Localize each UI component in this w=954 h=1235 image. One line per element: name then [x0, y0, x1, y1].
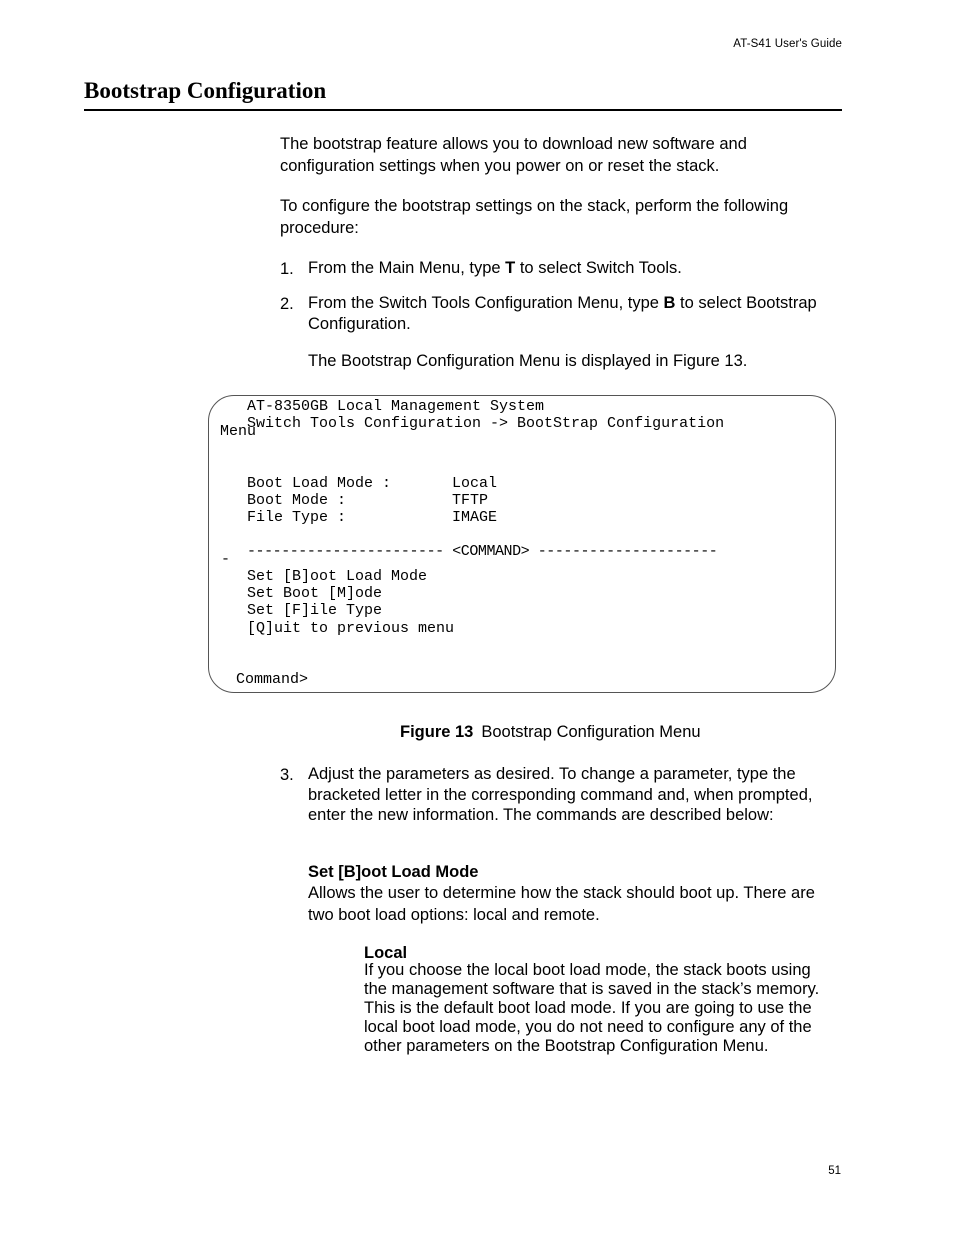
figure-caption [400, 723, 701, 742]
terminal-separator-wrap: - [221, 551, 231, 568]
option-description: If you choose the local boot load mode, the stack boots using the management software that is saved in the stack’s memory. This is the default boot load mode. If you are going to use the local boot load mode, you do not need to configure any of the other parameters on the Bootstrap Configuration Menu. [364, 961, 820, 1055]
step-1-key: T [505, 259, 516, 277]
step-2-note: The Bootstrap Configuration Menu is displayed in Figure 13. [308, 352, 748, 370]
figure-caption-text: Bootstrap Configuration Menu [481, 723, 701, 741]
step-1-text-after: to select Switch Tools. [515, 259, 682, 277]
step-2-text-before: From the Switch Tools Configuration Menu, type [308, 294, 664, 312]
intro-paragraph-2: To configure the bootstrap settings on the stack, perform the following procedure: [280, 197, 789, 237]
terminal-command-separator: ----------------------- <COMMAND> --------------------- [247, 543, 718, 560]
step-2-number: 2. [280, 295, 294, 313]
command-description: Allows the user to determine how the stack should boot up. There are two boot load options: local and remote. [308, 884, 815, 924]
terminal-command-prompt: Command> [236, 671, 309, 688]
figure-label: Figure 13 [400, 723, 474, 741]
terminal-command-item: Set [F]ile Type [247, 602, 383, 619]
step-2-text [308, 293, 848, 335]
terminal-breadcrumb-wrap: Menu [220, 423, 257, 440]
terminal-field-value: Local [452, 475, 498, 492]
step-3-text: Adjust the parameters as desired. To change a parameter, type the bracketed letter in the corresponding command and, when prompted, enter the new information. The commands are described below: [308, 765, 813, 824]
step-3-number: 3. [280, 766, 294, 784]
terminal-field-value: TFTP [452, 492, 489, 509]
option-heading: Local [364, 944, 408, 962]
page-number: 51 [828, 1165, 841, 1177]
terminal-command-item: Set Boot [M]ode [247, 585, 383, 602]
terminal-breadcrumb: Switch Tools Configuration -> BootStrap Configuration [247, 415, 725, 432]
step-2-text-after: to select Bootstrap Configuration. [308, 294, 817, 333]
step-2-key: B [663, 294, 676, 312]
step-1-number: 1. [280, 260, 294, 278]
terminal-command-item: Set [B]oot Load Mode [247, 568, 428, 585]
section-title: Bootstrap Configuration [84, 78, 327, 103]
terminal-field-label: Boot Load Mode : [247, 475, 392, 492]
intro-paragraph-1: The bootstrap feature allows you to download new software and configuration settings when you power on or reset the stack. [280, 135, 747, 175]
running-header: AT-S41 User's Guide [733, 38, 842, 50]
title-rule [84, 109, 842, 111]
command-heading: Set [B]oot Load Mode [308, 863, 479, 881]
terminal-field-label: Boot Mode : [247, 492, 347, 509]
terminal-field-label: File Type : [247, 509, 347, 526]
terminal-field-value: IMAGE [452, 509, 498, 526]
terminal-system-title: AT-8350GB Local Management System [247, 398, 545, 415]
step-1-text-before: From the Main Menu, type [308, 259, 506, 277]
terminal-command-item: [Q]uit to previous menu [247, 620, 455, 637]
step-1-text [308, 258, 848, 279]
